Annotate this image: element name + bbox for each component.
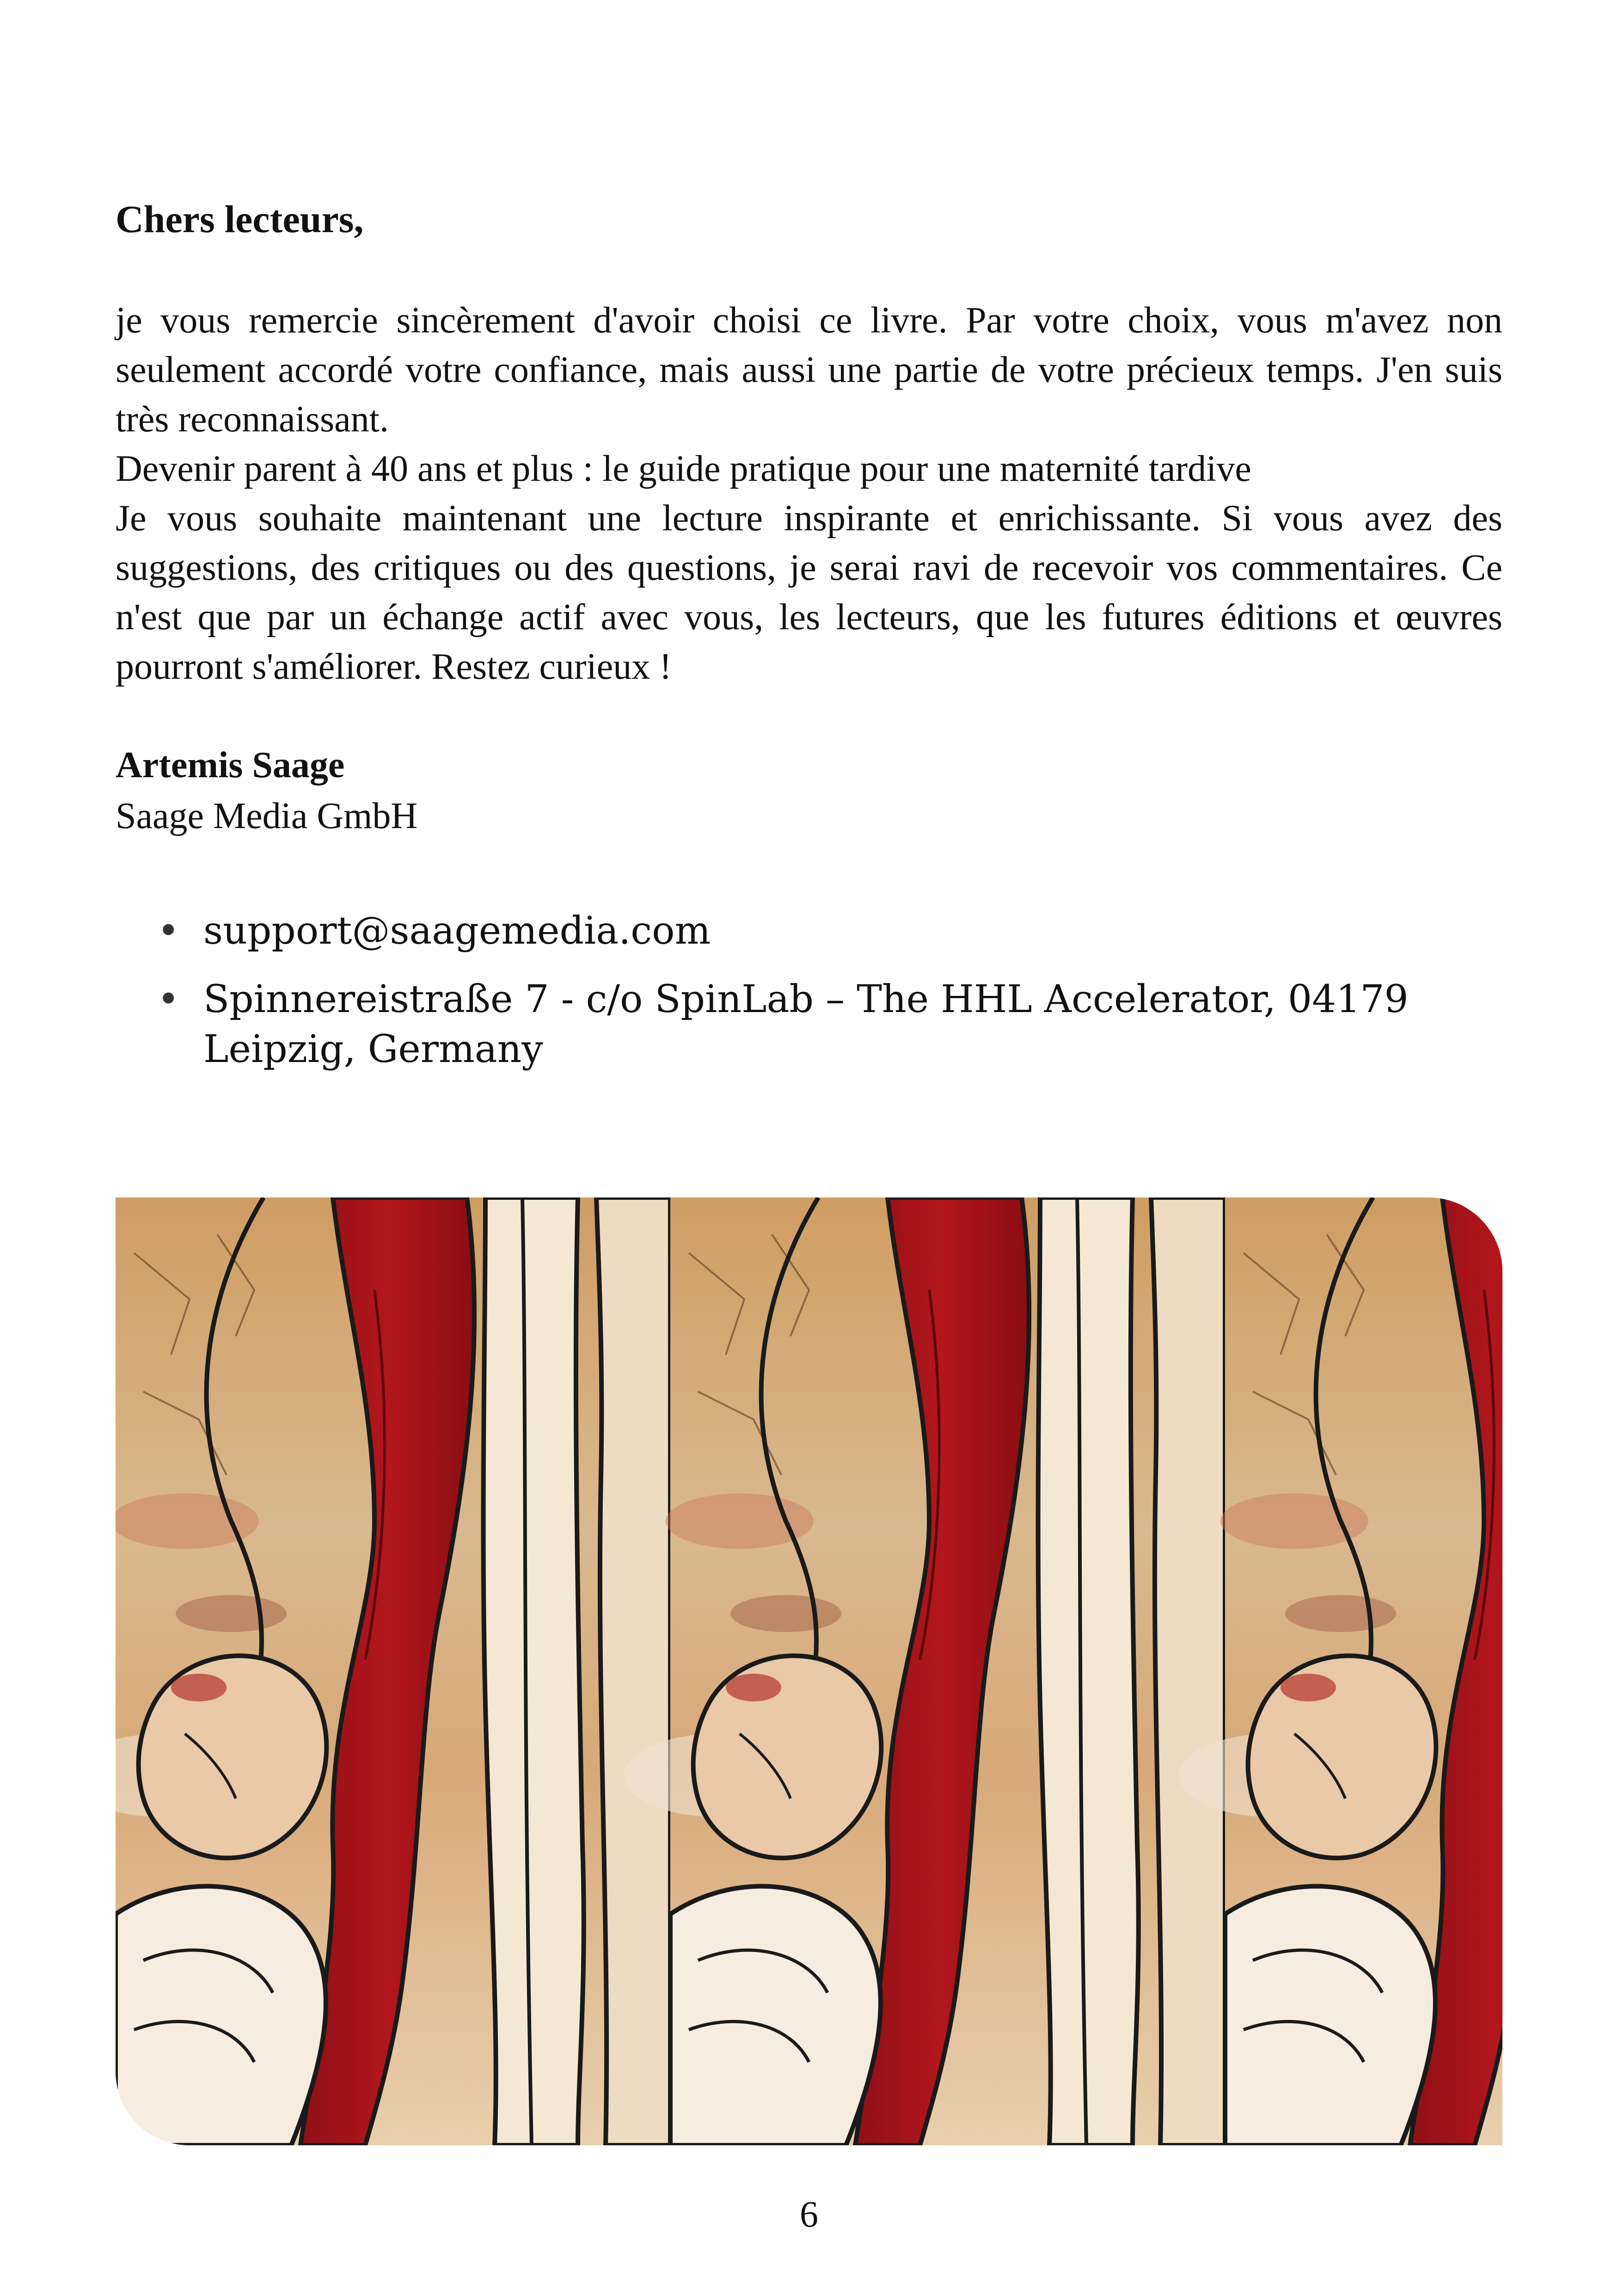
- letter-paragraph-thanks: je vous remercie sincèrement d'avoir choisi ce livre. Par votre choix, vous m'avez non seulement accordé votre confiance, mais aussi une partie de votre précieux temps. J'en suis très reconnaissant.: [116, 300, 1502, 440]
- signature-block: [116, 740, 417, 841]
- contact-address-item: [157, 975, 1498, 1074]
- illustration-svg: [116, 1197, 1502, 2145]
- contact-list: [157, 906, 1498, 1093]
- contact-email-item: [157, 906, 1498, 956]
- contact-address: Spinnereistraße 7 - c/o SpinLab – The HHL Accelerator, 04179 Leipzig, Germany: [203, 977, 1409, 1071]
- author-name: Artemis Saage: [116, 745, 345, 786]
- bullet-icon: •: [157, 909, 180, 953]
- page-number: 6: [800, 2194, 818, 2235]
- letter-body: [116, 296, 1502, 692]
- art-nouveau-illustration: [116, 1197, 1502, 2145]
- contact-email[interactable]: support@saagemedia.com: [203, 909, 711, 953]
- letter-greeting: Chers lecteurs,: [116, 198, 364, 241]
- letter-book-title: Devenir parent à 40 ans et plus : le guide pratique pour une maternité tardive: [116, 448, 1251, 489]
- letter-paragraph-wishes: Je vous souhaite maintenant une lecture inspirante et enrichissante. Si vous avez des suggestions, des critiques ou des questions, je serai ravi de recevoir vos commentaires. Ce n'est que par un échange actif avec vous, les lecteurs, que les futures éditions et œuvres pourront s'améliorer. Restez curieux !: [116, 498, 1502, 687]
- company-name: Saage Media GmbH: [116, 796, 418, 836]
- bullet-icon: •: [157, 977, 180, 1021]
